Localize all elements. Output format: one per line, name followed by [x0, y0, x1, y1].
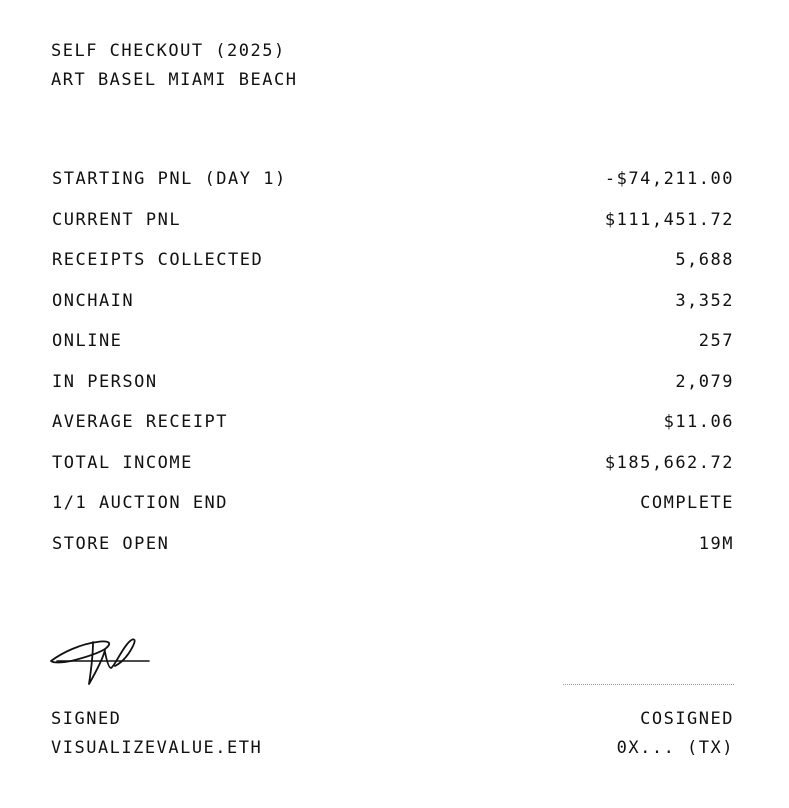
- receipt-header: [51, 40, 297, 98]
- stat-row-onchain: [52, 290, 734, 331]
- stat-label: 1/1 AUCTION END: [52, 493, 229, 513]
- stat-value: $111,451.72: [604, 209, 734, 230]
- signer-name: VISUALIZEVALUE.ETH: [51, 738, 263, 758]
- stat-label: IN PERSON: [52, 371, 158, 392]
- stat-label: TOTAL INCOME: [52, 452, 193, 473]
- signed-label: SIGNED: [51, 709, 122, 729]
- stat-row-receipts-collected: [52, 249, 734, 290]
- stat-label: ONLINE: [52, 331, 123, 351]
- stat-row-online: [52, 330, 734, 371]
- stat-label: STARTING PNL (DAY 1): [52, 169, 287, 189]
- stat-value: 5,688: [675, 250, 734, 270]
- stat-label: RECEIPTS COLLECTED: [52, 250, 264, 270]
- stat-row-starting-pnl: [52, 168, 734, 209]
- receipt-title: SELF CHECKOUT (2025): [51, 41, 286, 61]
- stat-value: 19M: [698, 533, 734, 554]
- stat-row-average-receipt: [52, 411, 734, 452]
- stat-row-current-pnl: [52, 209, 734, 250]
- stat-label: CURRENT PNL: [52, 209, 182, 230]
- cosigner-value: 0X... (TX): [616, 738, 734, 758]
- stat-row-total-income: [52, 452, 734, 493]
- stat-value: 2,079: [675, 371, 734, 392]
- stat-label: STORE OPEN: [52, 533, 170, 554]
- cosigner-block: [617, 708, 734, 766]
- stat-row-auction-end: [52, 492, 734, 533]
- signer-block: [51, 708, 262, 766]
- stats-list: [52, 168, 734, 573]
- cosigned-label: COSIGNED: [640, 709, 734, 729]
- stat-value: 3,352: [675, 290, 734, 311]
- stat-value: COMPLETE: [640, 493, 734, 513]
- stat-value: $11.06: [663, 412, 734, 432]
- stat-label: ONCHAIN: [52, 290, 135, 311]
- stat-row-in-person: [52, 371, 734, 412]
- stat-value: $185,662.72: [604, 452, 734, 473]
- cosign-dotted-line: [563, 684, 734, 685]
- receipt-subtitle: ART BASEL MIAMI BEACH: [51, 70, 298, 90]
- handwritten-signature-icon: [49, 634, 151, 688]
- stat-row-store-open: [52, 533, 734, 574]
- stat-value: 257: [698, 331, 734, 351]
- stat-label: AVERAGE RECEIPT: [52, 412, 229, 432]
- stat-value: -$74,211.00: [604, 169, 734, 189]
